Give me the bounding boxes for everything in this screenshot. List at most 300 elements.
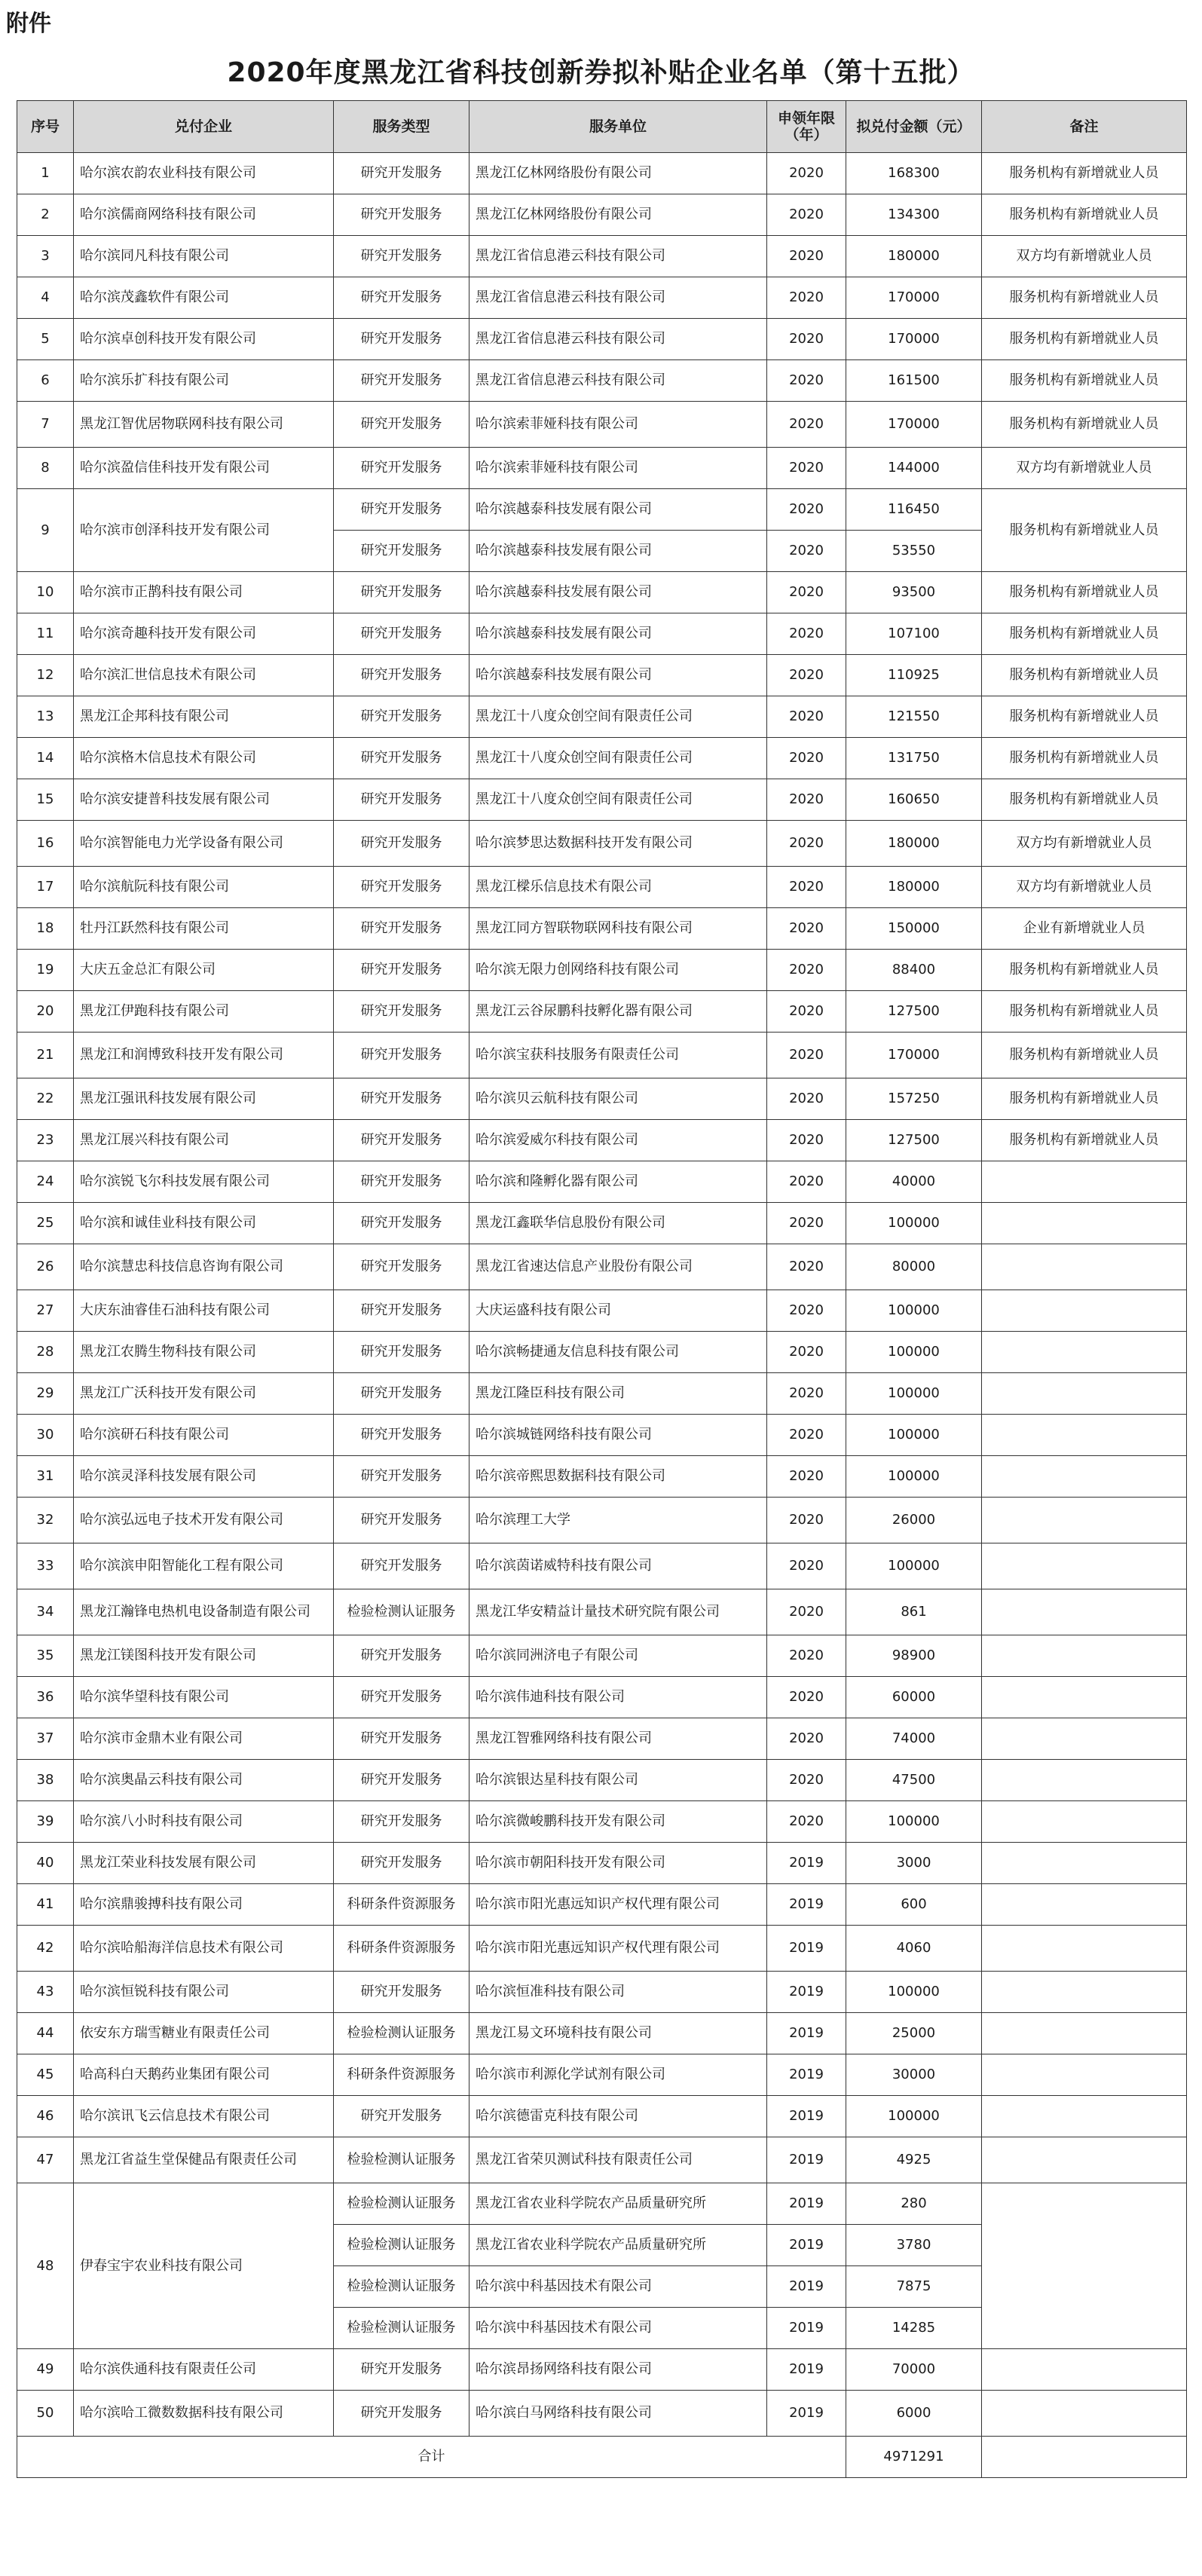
row-number: 30 — [17, 1415, 74, 1456]
service-type: 研究开发服务 — [334, 319, 469, 360]
company-name: 哈高科白天鹅药业集团有限公司 — [74, 2054, 334, 2096]
table-row — [17, 1801, 1187, 1843]
remark — [982, 1589, 1187, 1635]
service-type: 研究开发服务 — [334, 1161, 469, 1203]
service-provider: 黑龙江隆臣科技有限公司 — [469, 1373, 767, 1415]
row-number: 12 — [17, 655, 74, 696]
row-number: 14 — [17, 738, 74, 779]
service-provider: 哈尔滨昂扬网络科技有限公司 — [469, 2349, 767, 2391]
company-name: 哈尔滨哈工微数数据科技有限公司 — [74, 2391, 334, 2437]
service-type: 研究开发服务 — [334, 1718, 469, 1760]
claim-year: 2020 — [767, 1078, 846, 1120]
total-amount: 4971291 — [846, 2437, 982, 2478]
row-number: 10 — [17, 572, 74, 613]
table-row — [17, 908, 1187, 950]
company-name: 依安东方瑞雪糖业有限责任公司 — [74, 2013, 334, 2054]
service-type: 研究开发服务 — [334, 2096, 469, 2137]
service-provider: 黑龙江智雅网络科技有限公司 — [469, 1718, 767, 1760]
subsidy-amount: 40000 — [846, 1161, 982, 1203]
service-type: 检验检测认证服务 — [334, 2013, 469, 2054]
row-number: 24 — [17, 1161, 74, 1203]
company-name: 黑龙江和润博致科技开发有限公司 — [74, 1033, 334, 1078]
remark — [982, 1884, 1187, 1926]
remark — [982, 2183, 1187, 2349]
claim-year: 2020 — [767, 867, 846, 908]
service-type: 研究开发服务 — [334, 1543, 469, 1589]
subsidy-amount: 180000 — [846, 867, 982, 908]
service-provider: 哈尔滨索菲娅科技有限公司 — [469, 402, 767, 448]
claim-year: 2019 — [767, 1926, 846, 1972]
table-row — [17, 402, 1187, 448]
remark — [982, 1203, 1187, 1244]
service-type: 研究开发服务 — [334, 1033, 469, 1078]
claim-year: 2020 — [767, 991, 846, 1033]
subsidy-amount: 88400 — [846, 950, 982, 991]
remark: 服务机构有新增就业人员 — [982, 194, 1187, 236]
service-provider: 哈尔滨中科基因技术有限公司 — [469, 2266, 767, 2308]
service-provider: 哈尔滨中科基因技术有限公司 — [469, 2308, 767, 2349]
subsidy-amount: 116450 — [846, 489, 982, 531]
row-number: 21 — [17, 1033, 74, 1078]
total-row — [17, 2437, 1187, 2478]
company-name: 哈尔滨同凡科技有限公司 — [74, 236, 334, 277]
remark: 服务机构有新增就业人员 — [982, 402, 1187, 448]
company-name: 哈尔滨格木信息技术有限公司 — [74, 738, 334, 779]
service-provider: 哈尔滨梦思达数据科技开发有限公司 — [469, 821, 767, 867]
table-row — [17, 867, 1187, 908]
subsidy-amount: 25000 — [846, 2013, 982, 2054]
table-row — [17, 655, 1187, 696]
table-row — [17, 360, 1187, 402]
row-number: 16 — [17, 821, 74, 867]
service-type: 研究开发服务 — [334, 1332, 469, 1373]
subsidy-amount: 600 — [846, 1884, 982, 1926]
row-number: 3 — [17, 236, 74, 277]
column-header: 申领年限（年） — [767, 101, 846, 153]
company-name: 哈尔滨慧忠科技信息咨询有限公司 — [74, 1244, 334, 1290]
claim-year: 2020 — [767, 613, 846, 655]
claim-year: 2019 — [767, 2266, 846, 2308]
service-provider: 哈尔滨德雷克科技有限公司 — [469, 2096, 767, 2137]
table-row — [17, 194, 1187, 236]
claim-year: 2019 — [767, 2183, 846, 2225]
company-name: 哈尔滨安捷普科技发展有限公司 — [74, 779, 334, 821]
row-number: 50 — [17, 2391, 74, 2437]
company-name: 哈尔滨鼎骏搏科技有限公司 — [74, 1884, 334, 1926]
company-name: 哈尔滨卓创科技开发有限公司 — [74, 319, 334, 360]
subsidy-amount: 170000 — [846, 402, 982, 448]
row-number: 34 — [17, 1589, 74, 1635]
remark: 服务机构有新增就业人员 — [982, 779, 1187, 821]
subsidy-amount: 861 — [846, 1589, 982, 1635]
company-name: 哈尔滨恒锐科技有限公司 — [74, 1972, 334, 2013]
table-row — [17, 696, 1187, 738]
row-number: 44 — [17, 2013, 74, 2054]
claim-year: 2020 — [767, 1498, 846, 1543]
service-type: 研究开发服务 — [334, 1760, 469, 1801]
claim-year: 2020 — [767, 1589, 846, 1635]
service-provider: 哈尔滨银达星科技有限公司 — [469, 1760, 767, 1801]
company-name: 哈尔滨佚通科技有限责任公司 — [74, 2349, 334, 2391]
service-type: 研究开发服务 — [334, 1078, 469, 1120]
service-provider: 哈尔滨市阳光惠远知识产权代理有限公司 — [469, 1926, 767, 1972]
column-header: 兑付企业 — [74, 101, 334, 153]
claim-year: 2020 — [767, 1244, 846, 1290]
claim-year: 2020 — [767, 655, 846, 696]
table-row — [17, 1033, 1187, 1078]
subsidy-amount: 4060 — [846, 1926, 982, 1972]
service-provider: 大庆运盛科技有限公司 — [469, 1290, 767, 1332]
row-number: 29 — [17, 1373, 74, 1415]
service-type: 研究开发服务 — [334, 991, 469, 1033]
claim-year: 2020 — [767, 1801, 846, 1843]
remark — [982, 1290, 1187, 1332]
row-number: 45 — [17, 2054, 74, 2096]
subsidy-amount: 100000 — [846, 1203, 982, 1244]
claim-year: 2020 — [767, 236, 846, 277]
subsidy-amount: 170000 — [846, 319, 982, 360]
column-header: 服务类型 — [334, 101, 469, 153]
service-provider: 黑龙江十八度众创空间有限责任公司 — [469, 738, 767, 779]
table-row — [17, 1120, 1187, 1161]
subsidy-amount: 98900 — [846, 1635, 982, 1677]
subsidy-amount: 160650 — [846, 779, 982, 821]
table-row — [17, 821, 1187, 867]
service-type: 研究开发服务 — [334, 360, 469, 402]
remark: 服务机构有新增就业人员 — [982, 738, 1187, 779]
service-provider: 哈尔滨宝获科技服务有限责任公司 — [469, 1033, 767, 1078]
subsidy-amount: 157250 — [846, 1078, 982, 1120]
subsidy-amount: 100000 — [846, 2096, 982, 2137]
company-name: 黑龙江展兴科技有限公司 — [74, 1120, 334, 1161]
claim-year: 2020 — [767, 489, 846, 531]
company-name: 大庆东油睿佳石油科技有限公司 — [74, 1290, 334, 1332]
table-row — [17, 1972, 1187, 2013]
table-row — [17, 1677, 1187, 1718]
service-provider: 哈尔滨索菲娅科技有限公司 — [469, 448, 767, 489]
claim-year: 2020 — [767, 908, 846, 950]
service-type: 科研条件资源服务 — [334, 1926, 469, 1972]
remark: 服务机构有新增就业人员 — [982, 991, 1187, 1033]
service-type: 检验检测认证服务 — [334, 2137, 469, 2183]
service-provider: 黑龙江省信息港云科技有限公司 — [469, 360, 767, 402]
remark: 服务机构有新增就业人员 — [982, 319, 1187, 360]
row-number: 28 — [17, 1332, 74, 1373]
remark — [982, 1801, 1187, 1843]
service-provider: 哈尔滨和隆孵化器有限公司 — [469, 1161, 767, 1203]
row-number: 4 — [17, 277, 74, 319]
service-type: 研究开发服务 — [334, 867, 469, 908]
company-name: 大庆五金总汇有限公司 — [74, 950, 334, 991]
claim-year: 2019 — [767, 1884, 846, 1926]
service-provider: 黑龙江省农业科学院农产品质量研究所 — [469, 2225, 767, 2266]
company-name: 哈尔滨灵泽科技发展有限公司 — [74, 1456, 334, 1498]
service-type: 研究开发服务 — [334, 655, 469, 696]
subsidy-amount: 100000 — [846, 1290, 982, 1332]
service-type: 研究开发服务 — [334, 821, 469, 867]
subsidy-amount: 131750 — [846, 738, 982, 779]
subsidy-amount: 60000 — [846, 1677, 982, 1718]
service-provider: 哈尔滨越泰科技发展有限公司 — [469, 572, 767, 613]
row-number: 6 — [17, 360, 74, 402]
company-name: 黑龙江企邦科技有限公司 — [74, 696, 334, 738]
service-type: 研究开发服务 — [334, 1203, 469, 1244]
page-title: 2020年度黑龙江省科技创新券拟补贴企业名单（第十五批） — [227, 57, 975, 88]
subsidy-amount: 74000 — [846, 1718, 982, 1760]
service-type: 研究开发服务 — [334, 402, 469, 448]
service-provider: 黑龙江华安精益计量技术研究院有限公司 — [469, 1589, 767, 1635]
service-type: 研究开发服务 — [334, 2391, 469, 2437]
column-header: 备注 — [982, 101, 1187, 153]
company-name: 黑龙江省益生堂保健品有限责任公司 — [74, 2137, 334, 2183]
remark — [982, 1332, 1187, 1373]
claim-year: 2019 — [767, 2054, 846, 2096]
claim-year: 2020 — [767, 821, 846, 867]
row-number: 42 — [17, 1926, 74, 1972]
claim-year: 2020 — [767, 1718, 846, 1760]
row-number: 46 — [17, 2096, 74, 2137]
company-name: 哈尔滨滨申阳智能化工程有限公司 — [74, 1543, 334, 1589]
table-row — [17, 1290, 1187, 1332]
claim-year: 2020 — [767, 1033, 846, 1078]
service-provider: 哈尔滨越泰科技发展有限公司 — [469, 613, 767, 655]
service-type: 研究开发服务 — [334, 738, 469, 779]
service-type: 检验检测认证服务 — [334, 2225, 469, 2266]
remark: 服务机构有新增就业人员 — [982, 613, 1187, 655]
table-row — [17, 1332, 1187, 1373]
table-row — [17, 1718, 1187, 1760]
service-provider: 哈尔滨茵诺威特科技有限公司 — [469, 1543, 767, 1589]
claim-year: 2020 — [767, 531, 846, 572]
remark — [982, 2137, 1187, 2183]
company-name: 哈尔滨儒商网络科技有限公司 — [74, 194, 334, 236]
subsidy-amount: 170000 — [846, 1033, 982, 1078]
row-number: 39 — [17, 1801, 74, 1843]
remark: 双方均有新增就业人员 — [982, 448, 1187, 489]
row-number: 22 — [17, 1078, 74, 1120]
subsidy-amount: 4925 — [846, 2137, 982, 2183]
remark — [982, 1498, 1187, 1543]
company-name: 哈尔滨乐扩科技有限公司 — [74, 360, 334, 402]
claim-year: 2020 — [767, 1290, 846, 1332]
table-row — [17, 489, 1187, 531]
total-remark — [982, 2437, 1187, 2478]
company-name: 哈尔滨航阮科技有限公司 — [74, 867, 334, 908]
service-type: 检验检测认证服务 — [334, 1589, 469, 1635]
table-row — [17, 2391, 1187, 2437]
service-provider: 哈尔滨白马网络科技有限公司 — [469, 2391, 767, 2437]
table-row — [17, 1078, 1187, 1120]
remark — [982, 2054, 1187, 2096]
service-type: 检验检测认证服务 — [334, 2308, 469, 2349]
remark — [982, 1373, 1187, 1415]
claim-year: 2020 — [767, 1203, 846, 1244]
service-provider: 黑龙江省速达信息产业股份有限公司 — [469, 1244, 767, 1290]
claim-year: 2019 — [767, 2349, 846, 2391]
subsidy-amount: 3000 — [846, 1843, 982, 1884]
remark: 服务机构有新增就业人员 — [982, 696, 1187, 738]
table-row — [17, 2013, 1187, 2054]
company-name: 哈尔滨奥晶云科技有限公司 — [74, 1760, 334, 1801]
service-type: 研究开发服务 — [334, 1373, 469, 1415]
service-provider: 黑龙江十八度众创空间有限责任公司 — [469, 696, 767, 738]
service-type: 研究开发服务 — [334, 2349, 469, 2391]
table-row — [17, 1760, 1187, 1801]
remark: 服务机构有新增就业人员 — [982, 1078, 1187, 1120]
remark: 服务机构有新增就业人员 — [982, 572, 1187, 613]
subsidy-amount: 47500 — [846, 1760, 982, 1801]
row-number: 43 — [17, 1972, 74, 2013]
row-number: 11 — [17, 613, 74, 655]
table-row — [17, 1589, 1187, 1635]
remark: 服务机构有新增就业人员 — [982, 153, 1187, 194]
row-number: 35 — [17, 1635, 74, 1677]
subsidy-amount: 7875 — [846, 2266, 982, 2308]
claim-year: 2020 — [767, 360, 846, 402]
column-header: 拟兑付金额（元） — [846, 101, 982, 153]
service-provider: 黑龙江云谷尿鹏科技孵化器有限公司 — [469, 991, 767, 1033]
company-name: 黑龙江强讯科技发展有限公司 — [74, 1078, 334, 1120]
claim-year: 2020 — [767, 194, 846, 236]
service-type: 研究开发服务 — [334, 236, 469, 277]
claim-year: 2019 — [767, 2137, 846, 2183]
service-type: 研究开发服务 — [334, 908, 469, 950]
claim-year: 2020 — [767, 779, 846, 821]
row-number: 8 — [17, 448, 74, 489]
row-number: 20 — [17, 991, 74, 1033]
service-provider: 哈尔滨市朝阳科技开发有限公司 — [469, 1843, 767, 1884]
company-name: 哈尔滨盈信佳科技开发有限公司 — [74, 448, 334, 489]
remark — [982, 1972, 1187, 2013]
remark — [982, 2096, 1187, 2137]
service-type: 研究开发服务 — [334, 1498, 469, 1543]
company-name: 黑龙江伊跑科技有限公司 — [74, 991, 334, 1033]
service-provider: 黑龙江鑫联华信息股份有限公司 — [469, 1203, 767, 1244]
service-type: 研究开发服务 — [334, 696, 469, 738]
subsidy-amount: 80000 — [846, 1244, 982, 1290]
table-row — [17, 1456, 1187, 1498]
subsidy-amount: 134300 — [846, 194, 982, 236]
company-name: 黑龙江智优居物联网科技有限公司 — [74, 402, 334, 448]
service-type: 研究开发服务 — [334, 194, 469, 236]
remark: 服务机构有新增就业人员 — [982, 1033, 1187, 1078]
service-provider: 黑龙江十八度众创空间有限责任公司 — [469, 779, 767, 821]
company-name: 哈尔滨华望科技有限公司 — [74, 1677, 334, 1718]
subsidy-amount: 144000 — [846, 448, 982, 489]
table-row — [17, 991, 1187, 1033]
table-row — [17, 448, 1187, 489]
row-number: 23 — [17, 1120, 74, 1161]
company-name: 哈尔滨讯飞云信息技术有限公司 — [74, 2096, 334, 2137]
claim-year: 2019 — [767, 2096, 846, 2137]
row-number: 7 — [17, 402, 74, 448]
claim-year: 2020 — [767, 277, 846, 319]
service-provider: 哈尔滨恒准科技有限公司 — [469, 1972, 767, 2013]
table-row — [17, 1415, 1187, 1456]
subsidy-amount: 280 — [846, 2183, 982, 2225]
claim-year: 2020 — [767, 1415, 846, 1456]
row-number: 40 — [17, 1843, 74, 1884]
subsidy-amount: 70000 — [846, 2349, 982, 2391]
company-name: 黑龙江瀚锋电热机电设备制造有限公司 — [74, 1589, 334, 1635]
claim-year: 2020 — [767, 572, 846, 613]
row-number: 13 — [17, 696, 74, 738]
subsidy-amount: 93500 — [846, 572, 982, 613]
service-type: 检验检测认证服务 — [334, 2266, 469, 2308]
service-provider: 黑龙江省信息港云科技有限公司 — [469, 236, 767, 277]
remark — [982, 1760, 1187, 1801]
table-row — [17, 1543, 1187, 1589]
subsidy-amount: 100000 — [846, 1801, 982, 1843]
row-number: 38 — [17, 1760, 74, 1801]
remark — [982, 1635, 1187, 1677]
service-provider: 哈尔滨畅捷通友信息科技有限公司 — [469, 1332, 767, 1373]
service-provider: 黑龙江易文环境科技有限公司 — [469, 2013, 767, 2054]
subsidy-amount: 100000 — [846, 1456, 982, 1498]
row-number: 32 — [17, 1498, 74, 1543]
subsidy-amount: 127500 — [846, 1120, 982, 1161]
claim-year: 2020 — [767, 950, 846, 991]
company-name: 哈尔滨智能电力光学设备有限公司 — [74, 821, 334, 867]
remark: 双方均有新增就业人员 — [982, 821, 1187, 867]
claim-year: 2020 — [767, 153, 846, 194]
company-name: 哈尔滨研石科技有限公司 — [74, 1415, 334, 1456]
subsidy-table — [17, 100, 1187, 2478]
table-row — [17, 2349, 1187, 2391]
column-header: 服务单位 — [469, 101, 767, 153]
service-provider: 黑龙江樑乐信息技术有限公司 — [469, 867, 767, 908]
remark — [982, 1677, 1187, 1718]
row-number: 1 — [17, 153, 74, 194]
service-type: 研究开发服务 — [334, 1244, 469, 1290]
service-provider: 黑龙江同方智联物联网科技有限公司 — [469, 908, 767, 950]
service-provider: 黑龙江省信息港云科技有限公司 — [469, 277, 767, 319]
company-name: 哈尔滨弘远电子技术开发有限公司 — [74, 1498, 334, 1543]
table-row — [17, 1926, 1187, 1972]
claim-year: 2019 — [767, 1972, 846, 2013]
table-row — [17, 236, 1187, 277]
company-name: 哈尔滨茂鑫软件有限公司 — [74, 277, 334, 319]
row-number: 15 — [17, 779, 74, 821]
service-provider: 黑龙江亿林网络股份有限公司 — [469, 153, 767, 194]
table-row — [17, 2096, 1187, 2137]
claim-year: 2020 — [767, 1760, 846, 1801]
remark — [982, 2391, 1187, 2437]
company-name: 哈尔滨市创泽科技开发有限公司 — [74, 489, 334, 572]
company-name: 哈尔滨奇趣科技开发有限公司 — [74, 613, 334, 655]
row-number: 31 — [17, 1456, 74, 1498]
claim-year: 2020 — [767, 448, 846, 489]
row-number: 49 — [17, 2349, 74, 2391]
remark: 双方均有新增就业人员 — [982, 867, 1187, 908]
remark — [982, 2349, 1187, 2391]
subsidy-amount: 6000 — [846, 2391, 982, 2437]
service-provider: 哈尔滨越泰科技发展有限公司 — [469, 655, 767, 696]
remark — [982, 1244, 1187, 1290]
row-number: 17 — [17, 867, 74, 908]
service-type: 研究开发服务 — [334, 1801, 469, 1843]
table-row — [17, 153, 1187, 194]
table-header-row — [17, 101, 1187, 153]
service-type: 研究开发服务 — [334, 1120, 469, 1161]
service-provider: 哈尔滨城链网络科技有限公司 — [469, 1415, 767, 1456]
row-number: 9 — [17, 489, 74, 572]
company-name: 哈尔滨市正鹊科技有限公司 — [74, 572, 334, 613]
remark — [982, 2013, 1187, 2054]
claim-year: 2020 — [767, 738, 846, 779]
service-provider: 黑龙江省信息港云科技有限公司 — [469, 319, 767, 360]
company-name: 哈尔滨市金鼎木业有限公司 — [74, 1718, 334, 1760]
